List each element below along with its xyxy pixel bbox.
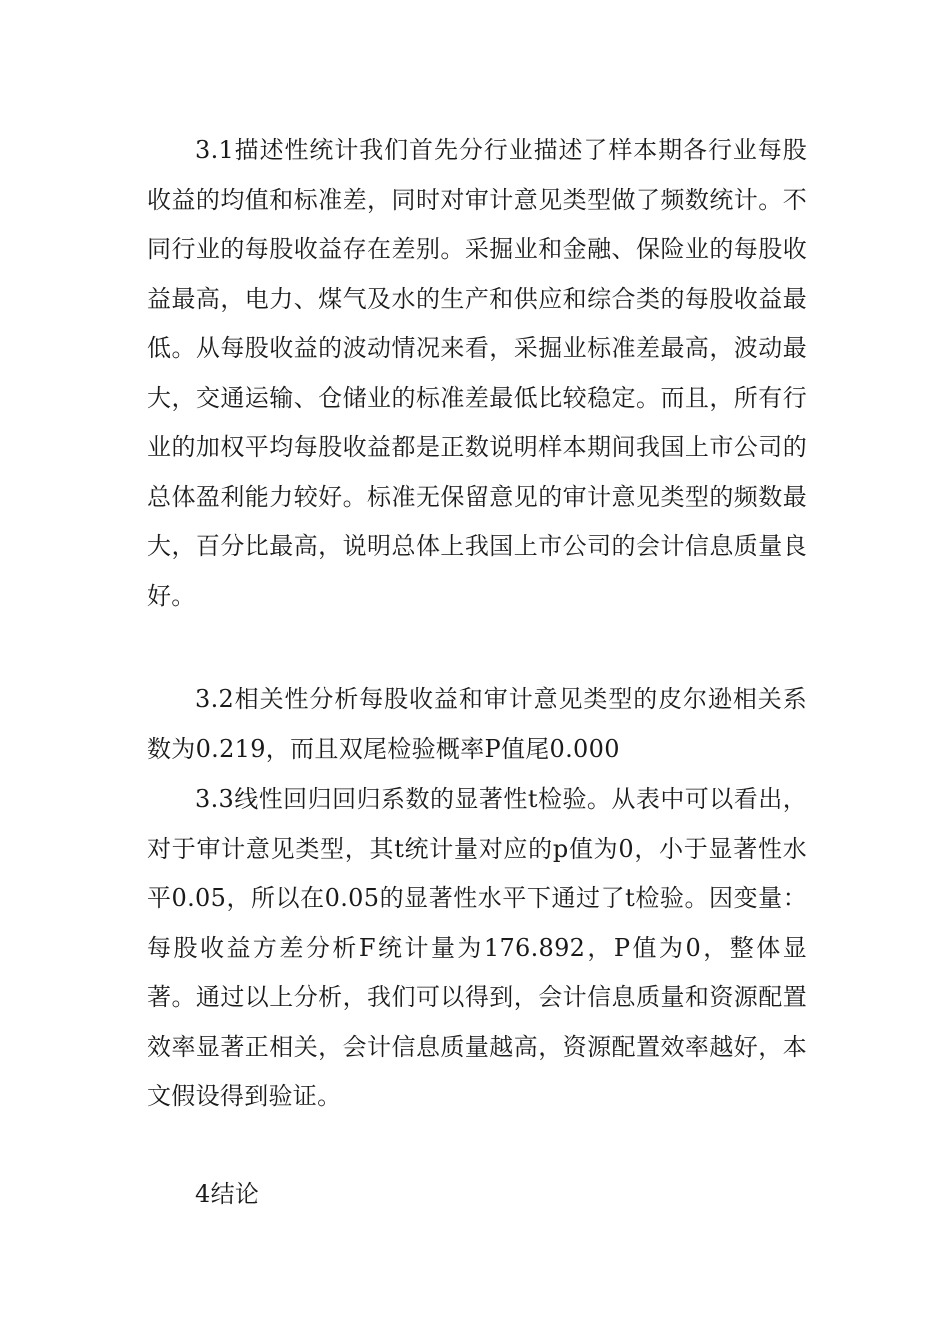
paragraph-correlation-analysis: 3.2相关性分析每股收益和审计意见类型的皮尔逊相关系数为0.219，而且双尾检验概率P值尾0.000 <box>147 685 807 763</box>
section-heading-conclusion: 4结论 <box>195 1180 260 1208</box>
paragraph-descriptive-statistics: 3.1描述性统计我们首先分行业描述了样本期各行业每股收益的均值和标准差，同时对审计意见类型做了频数统计。不同行业的每股收益存在差别。采掘业和金融、保险业的每股收益最高，电力、煤气及水的生产和供应和综合类的每股收益最低。从每股收益的波动情况来看，采掘业标准差最高，波动最大，交通运输、仓储业的标准差最低比较稳定。而且，所有行业的加权平均每股收益都是正数说明样本期间我国上市公司的总体盈利能力较好。标准无保留意见的审计意见类型的频数最大，百分比最高，说明总体上我国上市公司的会计信息质量良好。 <box>147 136 807 610</box>
paragraph-linear-regression: 3.3线性回归回归系数的显著性t检验。从表中可以看出，对于审计意见类型，其t统计量对应的p值为0，小于显著性水平0.05，所以在0.05的显著性水平下通过了t检验。因变量：每股收益方差分析F统计量为176.892，P值为0，整体显著。通过以上分析，我们可以得到，会计信息质量和资源配置效率显著正相关，会计信息质量越高，资源配置效率越好，本文假设得到验证。 <box>147 785 807 1110</box>
